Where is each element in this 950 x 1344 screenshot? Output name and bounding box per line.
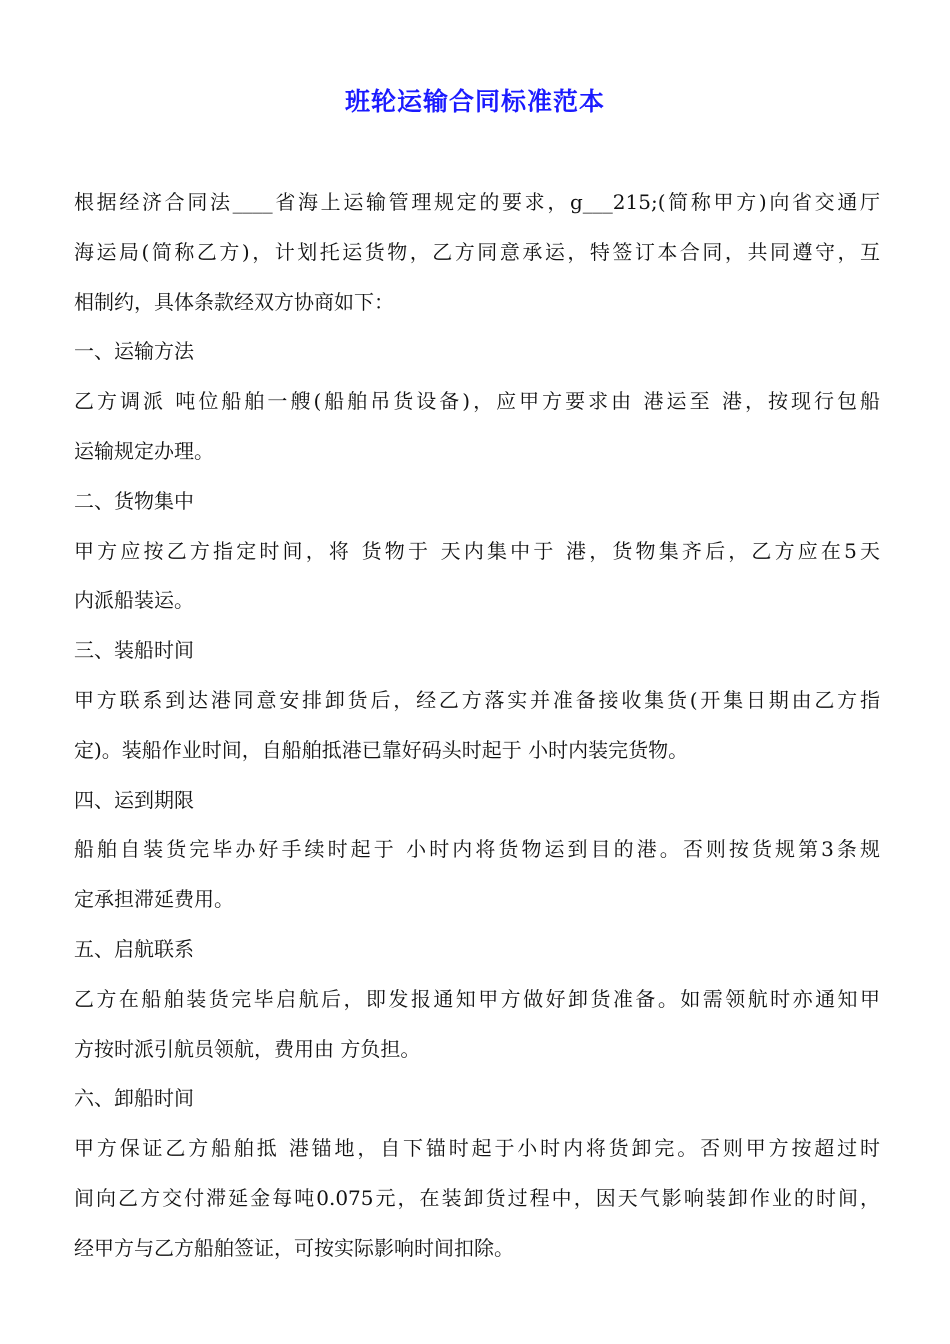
paragraph-line: 经甲方与乙方船舶签证，可按实际影响时间扣除。 <box>74 1235 514 1260</box>
paragraph-line: 根据经济合同法____省海上运输管理规定的要求，g___215;(简称甲方)向省交通厅 <box>74 190 880 214</box>
section-heading: 二、货物集中 <box>74 488 194 513</box>
section-heading: 一、运输方法 <box>74 339 194 364</box>
paragraph-line: 间向乙方交付滞延金每吨0.075元，在装卸货过程中，因天气影响装卸作业的时间， <box>74 1185 880 1210</box>
paragraph-line: 乙方调派 吨位船舶一艘(船舶吊货设备)，应甲方要求由 港运至 港，按现行包船 <box>74 389 880 414</box>
paragraph-line: 定承担滞延费用。 <box>74 887 234 912</box>
paragraph-line: 甲方应按乙方指定时间，将 货物于 天内集中于 港，货物集齐后，乙方应在5天 <box>74 538 880 563</box>
paragraph-line: 定)。装船作业时间，自船舶抵港已靠好码头时起于 小时内装完货物。 <box>74 737 689 762</box>
section-heading: 六、卸船时间 <box>74 1086 194 1111</box>
paragraph-line: 乙方在船舶装货完毕启航后，即发报通知甲方做好卸货准备。如需领航时亦通知甲 <box>74 986 880 1011</box>
document-title: 班轮运输合同标准范本 <box>344 87 605 116</box>
paragraph-line: 运输规定办理。 <box>74 438 214 463</box>
paragraph-line: 甲方保证乙方船舶抵 港锚地，自下锚时起于小时内将货卸完。否则甲方按超过时 <box>74 1136 880 1161</box>
paragraph-line: 甲方联系到达港同意安排卸货后，经乙方落实并准备接收集货(开集日期由乙方指 <box>74 687 880 712</box>
paragraph-line: 相制约，具体条款经双方协商如下： <box>74 289 394 314</box>
section-heading: 五、启航联系 <box>74 936 194 961</box>
section-heading: 三、装船时间 <box>74 638 194 663</box>
paragraph-line: 内派船装运。 <box>74 588 194 613</box>
paragraph-line: 方按时派引航员领航，费用由 方负担。 <box>74 1036 421 1061</box>
section-heading: 四、运到期限 <box>74 787 194 812</box>
paragraph-line: 船舶自装货完毕办好手续时起于 小时内将货物运到目的港。否则按货规第3条规 <box>74 837 880 862</box>
paragraph-line: 海运局(简称乙方)，计划托运货物，乙方同意承运，特签订本合同，共同遵守，互 <box>74 239 880 264</box>
document-body <box>74 178 880 1274</box>
